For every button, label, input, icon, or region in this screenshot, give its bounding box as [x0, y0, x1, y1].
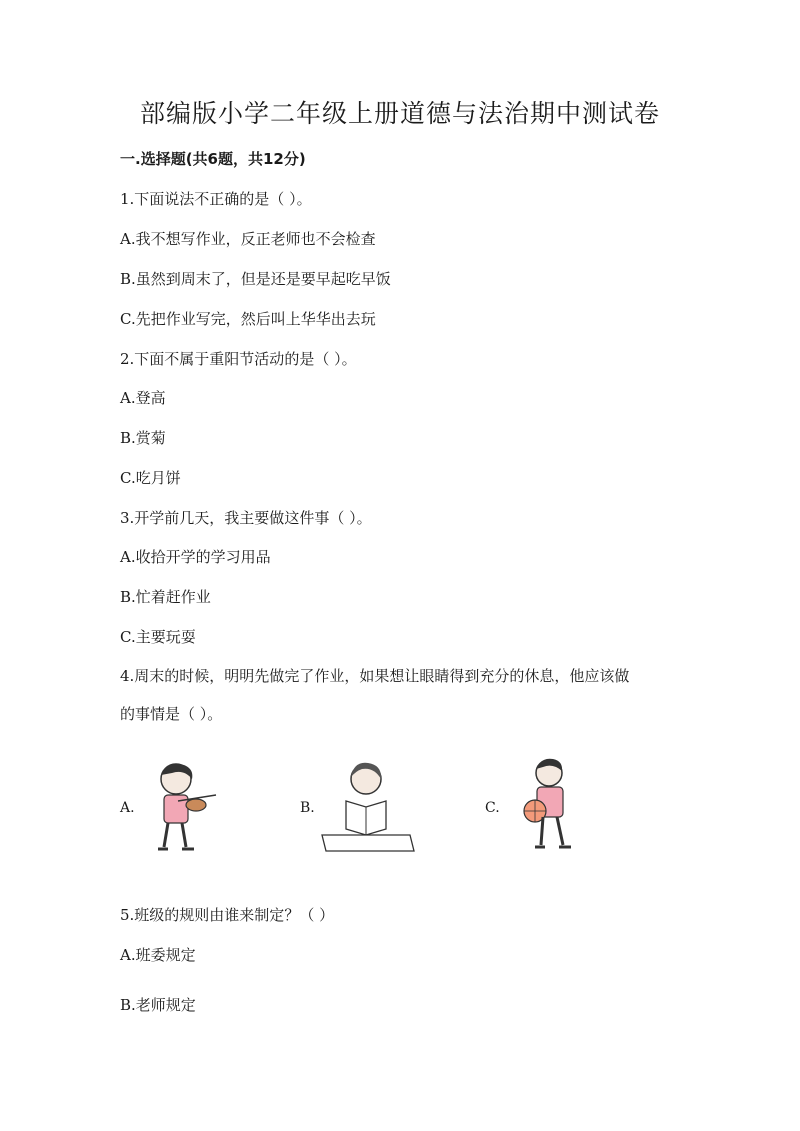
question-4-line-2: 的事情是（ ）。	[120, 705, 223, 723]
option-label: B.	[300, 800, 315, 816]
q5-option-a: A.班委规定	[120, 946, 196, 964]
q1-option-c: C.先把作业写完，然后叫上华华出去玩	[120, 310, 376, 328]
q3-option-a: A.收拾开学的学习用品	[120, 548, 271, 566]
q4-option-a	[120, 755, 250, 865]
question-4-line-1: 4.周末的时候，明明先做完了作业，如果想让眼睛得到充分的休息，他应该做	[120, 667, 630, 685]
option-label: C.	[485, 800, 500, 816]
basketball-boy-icon	[503, 755, 593, 865]
q4-picture-options	[120, 755, 600, 865]
section-heading: 一.选择题(共6题，共12分)	[120, 150, 306, 168]
page-title: 部编版小学二年级上册道德与法治期中测试卷	[139, 99, 660, 128]
q3-option-c: C.主要玩耍	[120, 628, 196, 646]
q4-option-b	[300, 755, 430, 865]
q2-option-a: A.登高	[120, 389, 166, 407]
violin-boy-icon	[138, 755, 228, 865]
reading-boy-icon	[318, 755, 418, 865]
q2-option-b: B.赏菊	[120, 429, 166, 447]
q2-option-c: C.吃月饼	[120, 469, 181, 487]
option-label: A.	[120, 800, 135, 816]
question-2: 2.下面不属于重阳节活动的是（ ）。	[120, 350, 357, 368]
question-3: 3.开学前几天，我主要做这件事（ ）。	[120, 509, 372, 527]
question-5: 5.班级的规则由谁来制定？（ ）	[120, 906, 335, 924]
q4-option-c	[485, 755, 615, 865]
q3-option-b: B.忙着赶作业	[120, 588, 211, 606]
question-1: 1.下面说法不正确的是（ ）。	[120, 190, 312, 208]
q5-option-b: B.老师规定	[120, 996, 196, 1014]
q1-option-b: B.虽然到周末了，但是还是要早起吃早饭	[120, 270, 391, 288]
q1-option-a: A.我不想写作业，反正老师也不会检查	[120, 230, 376, 248]
